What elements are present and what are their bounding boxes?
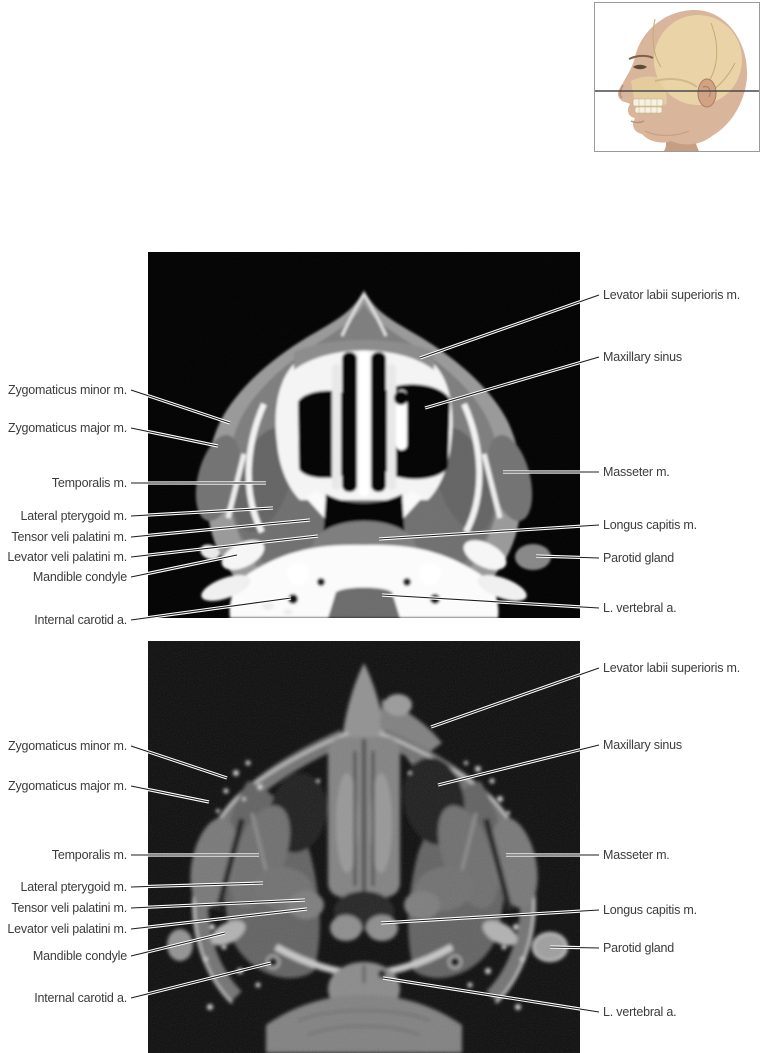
anatomy-label: Mandible condyle <box>32 570 127 584</box>
anatomy-label: Lateral pterygoid m. <box>20 880 127 894</box>
anatomy-label: Levator labii superioris m. <box>603 661 741 675</box>
anatomy-label: Zygomaticus major m. <box>8 779 127 793</box>
anatomy-label: Lateral pterygoid m. <box>20 509 127 523</box>
head-reference-illustration <box>595 3 759 151</box>
anatomy-label: Longus capitis m. <box>603 903 697 917</box>
anatomy-label: Internal carotid a. <box>34 613 127 627</box>
anatomy-label: Maxillary sinus <box>603 738 682 752</box>
anatomy-label: L. vertebral a. <box>603 1005 677 1019</box>
head-profile <box>618 10 747 151</box>
mri-image-panel <box>148 641 580 1053</box>
anatomy-label: Zygomaticus minor m. <box>8 383 127 397</box>
anatomy-label: Masseter m. <box>603 848 670 862</box>
anatomy-label: L. vertebral a. <box>603 601 677 615</box>
anatomy-label: Longus capitis m. <box>603 518 697 532</box>
anatomy-label: Maxillary sinus <box>603 350 682 364</box>
anatomy-label: Zygomaticus major m. <box>8 421 127 435</box>
mri-axial-image <box>148 641 580 1053</box>
scan-level-inset <box>594 2 760 152</box>
anatomy-label: Parotid gland <box>603 551 675 565</box>
anatomy-label: Mandible condyle <box>32 949 127 963</box>
anatomy-label: Temporalis m. <box>51 848 127 862</box>
ct-image-panel <box>148 252 580 618</box>
anatomy-label: Levator veli palatini m. <box>7 550 127 564</box>
ct-axial-image <box>148 252 580 618</box>
anatomy-label: Zygomaticus minor m. <box>8 739 127 753</box>
anatomy-label: Temporalis m. <box>51 476 127 490</box>
anatomy-label: Tensor veli palatini m. <box>11 530 127 544</box>
anatomy-label: Tensor veli palatini m. <box>11 901 127 915</box>
anatomy-label: Parotid gland <box>603 941 675 955</box>
anatomy-label: Masseter m. <box>603 465 670 479</box>
anatomy-label: Levator labii superioris m. <box>603 288 741 302</box>
anatomy-label: Levator veli palatini m. <box>7 922 127 936</box>
anatomy-label: Internal carotid a. <box>34 991 127 1005</box>
